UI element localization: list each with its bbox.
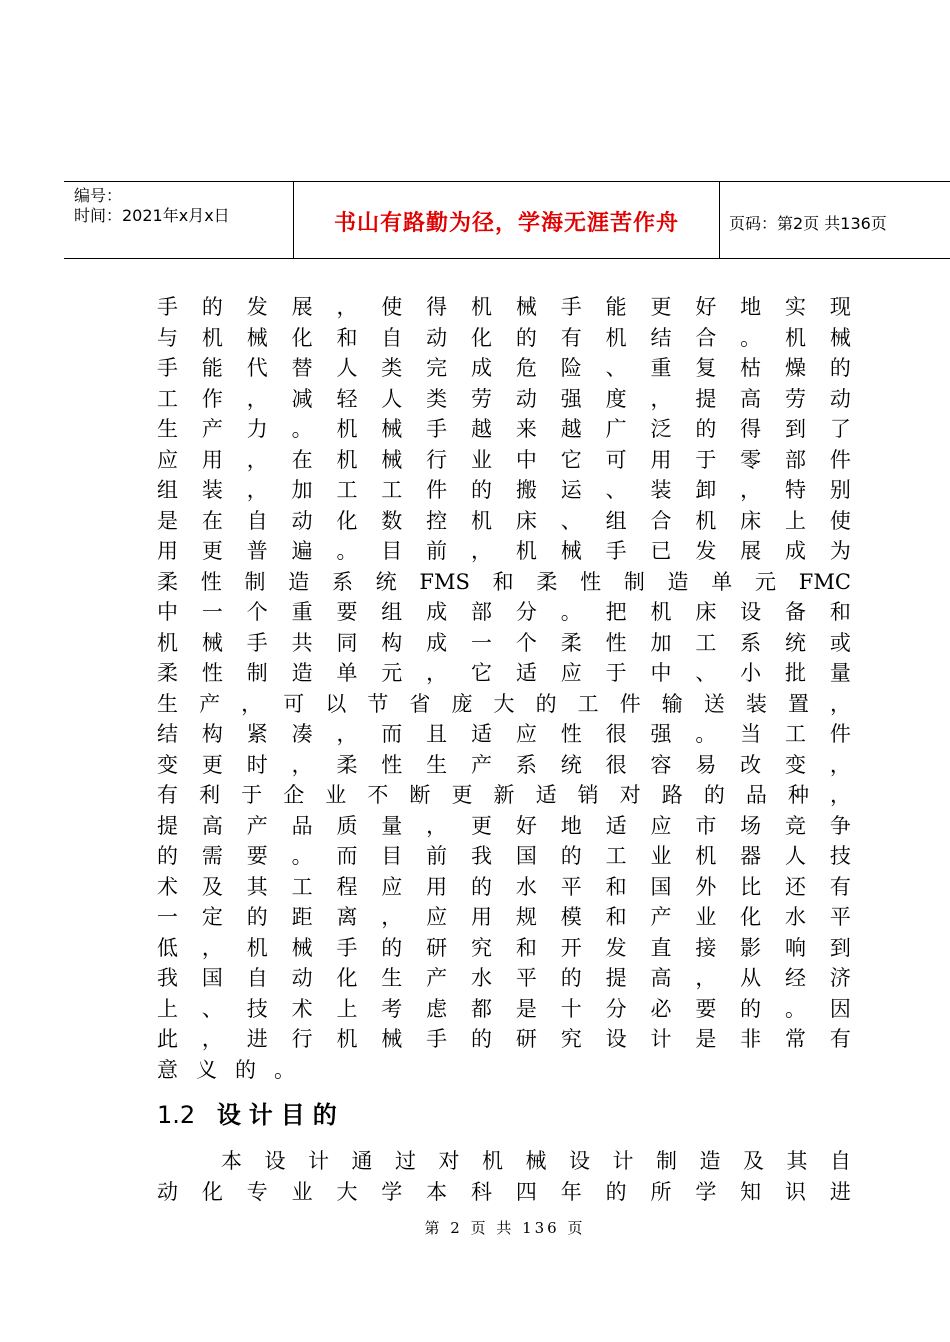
text-line: 有 利 于 企 业 不 断 更 新 适 销 对 路 的 品 种 ， (157, 783, 851, 807)
text-line: 是 在 自 动 化 数 控 机 床 、 组 合 机 床 上 使 (157, 508, 851, 533)
section-heading (157, 1098, 345, 1132)
text-line: 此 ， 进 行 机 械 手 的 研 究 设 计 是 非 常 有 (157, 1027, 851, 1051)
text-line: 我 国 自 动 化 生 产 水 平 的 提 高 ， 从 经 济 (157, 966, 851, 990)
text-line: 一 定 的 距 离 ， 应 用 规 模 和 产 业 化 水 平 (157, 905, 851, 929)
text-line: 与 机 械 化 和 自 动 化 的 有 机 结 合 。 机 械 (157, 325, 851, 350)
text-line: 手 能 代 替 人 类 完 成 危 险 、 重 复 枯 燥 的 (157, 356, 851, 380)
header-motto-cell (293, 182, 720, 258)
text-line: 生 产 ， 可 以 节 省 庞 大 的 工 件 输 送 装 置 ， (157, 691, 851, 716)
section-text (157, 1146, 851, 1207)
text-line: 本 设 计 通 过 对 机 械 设 计 制 造 及 其 自 (221, 1149, 851, 1173)
number-label: 编号： (74, 186, 123, 205)
text-line: 上 、 技 术 上 考 虑 都 是 十 分 必 要 的 。 因 (157, 996, 851, 1021)
text-line: 低 ， 机 械 手 的 研 究 和 开 发 直 接 影 响 到 (157, 935, 851, 960)
time-label: 时间：2021年x月x日 (74, 206, 230, 225)
text-line: 机 械 手 共 同 构 成 一 个 柔 性 加 工 系 统 或 (157, 630, 851, 655)
motto: 书山有路勤为径，学海无涯苦作舟 (333, 211, 679, 236)
text-line: 的 需 要 。 而 目 前 我 国 的 工 业 机 器 人 技 (157, 844, 851, 868)
text-line: 意 义 的 。 (157, 1057, 295, 1082)
text-line: 提 高 产 品 质 量 ， 更 好 地 适 应 市 场 竞 争 (157, 813, 851, 838)
text-line: 工 作 ， 减 轻 人 类 劳 动 强 度 ， 提 高 劳 动 (157, 386, 851, 411)
text-line: 手 的 发 展 ， 使 得 机 械 手 能 更 好 地 实 现 (157, 295, 851, 319)
page-footer: 第 2 页 共 136 页 (424, 1219, 586, 1237)
body-text (157, 292, 851, 1085)
section-title: 设计目的 (216, 1101, 345, 1129)
text-line: 术 及 其 工 程 应 用 的 水 平 和 国 外 比 还 有 (157, 874, 851, 899)
page-label: 页码：第2页 共136页 (729, 214, 887, 233)
text-line: 结 构 紧 凑 ， 而 且 适 应 性 很 强 。 当 工 件 (157, 722, 851, 746)
text-line: 用 更 普 遍 。 目 前 ， 机 械 手 已 发 展 成 为 (157, 539, 851, 563)
document-header (64, 181, 950, 259)
text-line: 中 一 个 重 要 组 成 部 分 。 把 机 床 设 备 和 (157, 600, 851, 624)
text-line: 柔 性 制 造 单 元 ， 它 适 应 于 中 、 小 批 量 (157, 661, 851, 685)
text-line: 动 化 专 业 大 学 本 科 四 年 的 所 学 知 识 进 (157, 1179, 851, 1204)
text-line: 应 用 ， 在 机 械 行 业 中 它 可 用 于 零 部 件 (157, 447, 851, 472)
header-page-cell (719, 182, 950, 258)
header-meta-cell (64, 182, 293, 258)
text-line: 生 产 力 。 机 械 手 越 来 越 广 泛 的 得 到 了 (157, 417, 851, 441)
text-line: 组 装 ， 加 工 工 件 的 搬 运 、 装 卸 ， 特 别 (157, 478, 851, 502)
text-line: 变 更 时 ， 柔 性 生 产 系 统 很 容 易 改 变 ， (157, 752, 851, 777)
section-number: 1.2 (157, 1101, 196, 1129)
text-line: 柔 性 制 造 系 统 FMS 和 柔 性 制 造 单 元 FMC (157, 569, 851, 594)
